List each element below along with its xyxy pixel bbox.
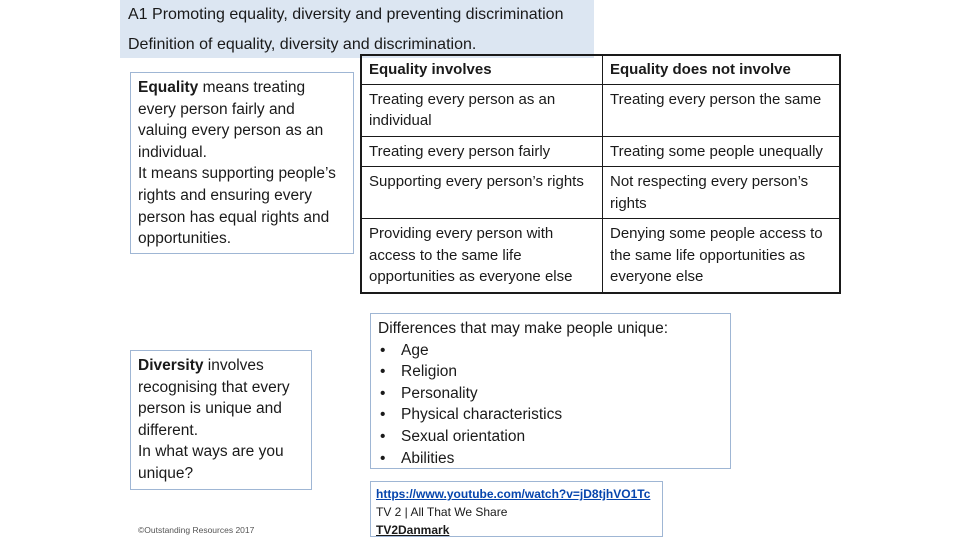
list-item-label: Age xyxy=(401,341,429,359)
diversity-text-1: involves recognising that every person is unique and different. xyxy=(138,357,290,439)
equality-text-2: It means supporting people’s rights and ensuring every person has equal rights and opportunities. xyxy=(138,165,336,248)
bullet-icon: • xyxy=(380,427,386,445)
list-item-label: Religion xyxy=(401,363,458,381)
page-title: A1 Promoting equality, diversity and preventing discrimination xyxy=(128,6,564,23)
table-header-involves: Equality involves xyxy=(369,61,492,78)
list-item xyxy=(378,426,723,448)
list-item xyxy=(378,448,723,470)
bullet-icon: • xyxy=(380,449,386,467)
table-cell: Treating every person as an individual xyxy=(361,84,603,136)
equality-text-1: means treating every person fairly and valuing every person as an individual. xyxy=(138,79,324,161)
diversity-text-2: In what ways are you unique? xyxy=(138,443,284,482)
table-row xyxy=(361,136,840,167)
bullet-icon: • xyxy=(380,406,386,424)
table-cell: Treating every person fairly xyxy=(361,136,603,167)
list-item xyxy=(378,361,723,383)
equality-comparison-table xyxy=(360,54,841,294)
differences-list xyxy=(378,340,723,470)
diversity-term: Diversity xyxy=(138,357,204,374)
list-item-label: Physical characteristics xyxy=(401,406,563,424)
header-banner xyxy=(120,0,594,58)
table-header-row xyxy=(361,55,840,84)
list-item xyxy=(378,340,723,362)
bullet-icon: • xyxy=(380,341,386,359)
table-cell: Providing every person with access to the same life opportunities as everyone else xyxy=(361,219,603,293)
list-item xyxy=(378,404,723,426)
table-header-not-involves: Equality does not involve xyxy=(603,55,841,84)
video-credit: TV 2 | All That We Share xyxy=(376,505,508,519)
table-row xyxy=(361,167,840,219)
table-cell: Denying some people access to the same life opportunities as everyone else xyxy=(603,219,841,293)
table-cell: Treating every person the same xyxy=(603,84,841,136)
list-item-label: Abilities xyxy=(401,449,455,467)
table-cell: Treating some people unequally xyxy=(603,136,841,167)
table-row xyxy=(361,219,840,293)
equality-term: Equality xyxy=(138,79,199,96)
list-item-label: Personality xyxy=(401,384,478,402)
bullet-icon: • xyxy=(380,363,386,381)
list-item-label: Sexual orientation xyxy=(401,427,526,445)
diversity-definition-box xyxy=(130,350,312,490)
video-channel: TV2Danmark xyxy=(376,523,450,537)
copyright-notice: ©Outstanding Resources 2017 xyxy=(138,525,255,535)
video-link[interactable]: https://www.youtube.com/watch?v=jD8tjhVO1Tc xyxy=(376,487,651,501)
equality-definition-box xyxy=(130,72,354,254)
list-item xyxy=(378,383,723,405)
table-row xyxy=(361,84,840,136)
differences-box xyxy=(370,313,731,469)
diversity-definition-text xyxy=(138,355,304,441)
video-link-box xyxy=(370,481,663,537)
table-cell: Not respecting every person’s rights xyxy=(603,167,841,219)
bullet-icon: • xyxy=(380,384,386,402)
differences-title: Differences that may make people unique: xyxy=(378,320,669,337)
equality-definition-text xyxy=(138,77,346,163)
table-cell: Supporting every person’s rights xyxy=(361,167,603,219)
page-subtitle: Definition of equality, diversity and discrimination. xyxy=(128,36,477,53)
